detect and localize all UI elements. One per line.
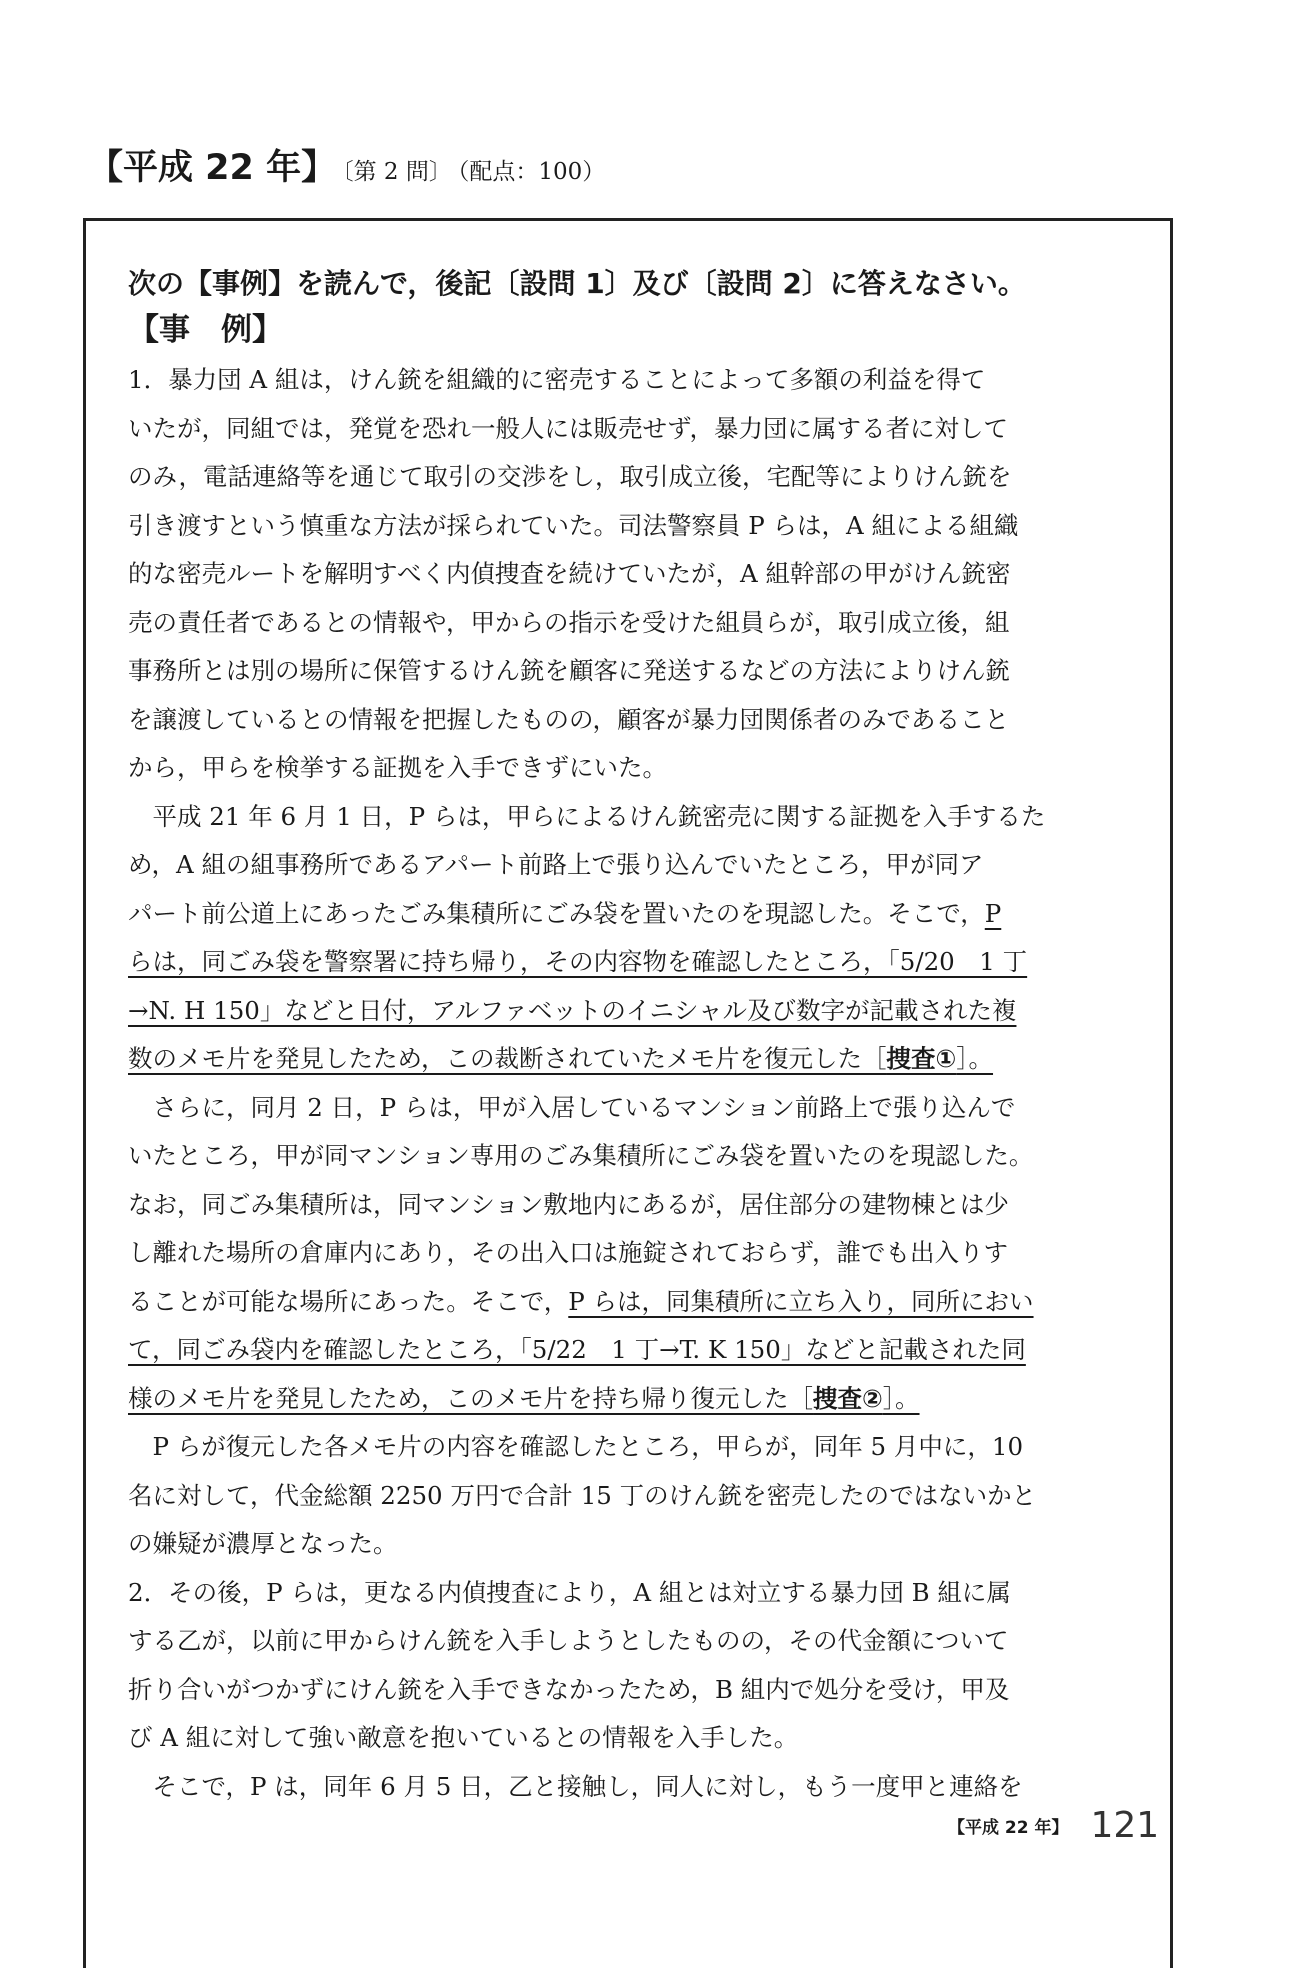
underlined-text: 様のメモ片を発見したため，このメモ片を持ち帰り復元した［ <box>128 1383 814 1413</box>
text-line: び A 組に対して強い敵意を抱いているとの情報を入手した。 <box>128 1723 799 1752</box>
text-line: 名に対して，代金総額 2250 万円で合計 15 丁のけん銃を密売したのではないかと <box>128 1480 1037 1510</box>
text-line: 的な密売ルートを解明すべく内偵捜査を続けていたが，A 組幹部の甲がけん銃密 <box>128 559 1011 588</box>
exam-year: 【平成 22 年】 <box>88 148 337 188</box>
text-line: 引き渡すという慎重な方法が採られていた。司法警察員 P らは，A 組による組織 <box>128 510 1019 540</box>
underlined-text: らは，同ごみ袋を警察署に持ち帰り，その内容物を確認したところ，「5/20 1 丁 <box>128 947 1028 976</box>
page-header <box>88 140 605 190</box>
text-line: 1．暴力団 A 組は，けん銃を組織的に密売することによって多額の利益を得て <box>128 365 986 394</box>
text-line: そこで，P は，同年 6 月 5 日，乙と接触し，同人に対し，もう一度甲と連絡を <box>128 1771 1023 1801</box>
instruction: 次の【事例】を読んで，後記〔設問 1〕及び〔設問 2〕に答えなさい。 <box>128 267 1026 300</box>
text-line: P らが復元した各メモ片の内容を確認したところ，甲らが，同年 5 月中に，10 <box>128 1432 1024 1461</box>
underlined-text: て，同ごみ袋内を確認したところ，「5/22 1 丁→T. K 150」などと記載された同 <box>128 1335 1026 1364</box>
text-line: いたところ，甲が同マンション専用のごみ集積所にごみ袋を置いたのを現認した。 <box>128 1141 1034 1170</box>
text-line: め，A 組の組事務所であるアパート前路上で張り込んでいたところ，甲が同ア <box>128 850 984 879</box>
text-line <box>128 938 1138 987</box>
text-line <box>128 1278 1138 1327</box>
underlined-text: ］。 <box>956 1044 994 1073</box>
text-line: の嫌疑が濃厚となった。 <box>128 1529 398 1558</box>
underlined-text: →N. H 150」などと日付，アルファベットのイニシャル及び数字が記載された複 <box>128 995 1017 1025</box>
underlined-text: P らは，同集積所に立ち入り，同所におい <box>568 1286 1034 1316</box>
investigation-1-label: 捜査① <box>886 1044 957 1073</box>
text-line: を譲渡しているとの情報を把握したものの，顧客が暴力団関係者のみであること <box>128 704 1010 734</box>
text-line: さらに，同月 2 日，P らは，甲が入居しているマンション前路上で張り込んで <box>128 1092 1016 1122</box>
text-line: なお，同ごみ集積所は，同マンション敷地内にあるが，居住部分の建物棟とは少 <box>128 1189 1009 1219</box>
text-line <box>128 987 1138 1036</box>
underlined-text: ］。 <box>882 1383 920 1413</box>
question-body <box>128 262 1138 1811</box>
question-number: 〔第 2 問〕 <box>342 159 452 185</box>
text-line: 事務所とは別の場所に保管するけん銃を顧客に発送するなどの方法によりけん銃 <box>128 656 1010 685</box>
text-line: から，甲らを検挙する証拠を入手できずにいた。 <box>128 753 667 782</box>
text-line: し離れた場所の倉庫内にあり，その出入口は施錠されておらず，誰でも出入りす <box>128 1238 1009 1267</box>
underlined-text: 数のメモ片を発見したため，この裁断されていたメモ片を復元した［ <box>128 1044 887 1073</box>
text-line: する乙が，以前に甲からけん銃を入手しようとしたものの，その代金額について <box>128 1626 1009 1655</box>
text-segment: パート前公道上にあったごみ集積所にごみ袋を置いたのを現認した。そこで， <box>128 898 985 928</box>
underlined-text: P <box>984 898 1002 928</box>
text-line <box>128 1375 1138 1424</box>
text-line <box>128 1035 1138 1084</box>
text-line <box>128 890 1138 939</box>
text-line <box>128 1326 1138 1375</box>
text-line: いたが，同組では，発覚を恐れ一般人には販売せず，暴力団に属する者に対して <box>128 413 1009 443</box>
text-line: 2．その後，P らは，更なる内偵捜査により，A 組とは対立する暴力団 B 組に属 <box>128 1577 1011 1607</box>
case-heading: 【事 例】 <box>128 312 283 348</box>
page-number: 121 <box>1090 1805 1160 1846</box>
points: （配点：100） <box>457 159 606 185</box>
page-footer <box>948 1805 1159 1846</box>
text-line: 折り合いがつかずにけん銃を入手できなかったため，B 組内で処分を受け，甲及 <box>128 1674 1010 1704</box>
running-head: 【平成 22 年】 <box>948 1818 1069 1838</box>
investigation-2-label: 捜査② <box>813 1383 883 1413</box>
text-segment: ることが可能な場所にあった。そこで， <box>128 1286 569 1316</box>
text-line: のみ，電話連絡等を通じて取引の交渉をし，取引成立後，宅配等によりけん銃を <box>128 462 1012 491</box>
text-line: 売の責任者であるとの情報や，甲からの指示を受けた組員らが，取引成立後，組 <box>128 607 1010 637</box>
text-line: 平成 21 年 6 月 1 日，P らは，甲らによるけん銃密売に関する証拠を入手するた <box>128 801 1046 831</box>
